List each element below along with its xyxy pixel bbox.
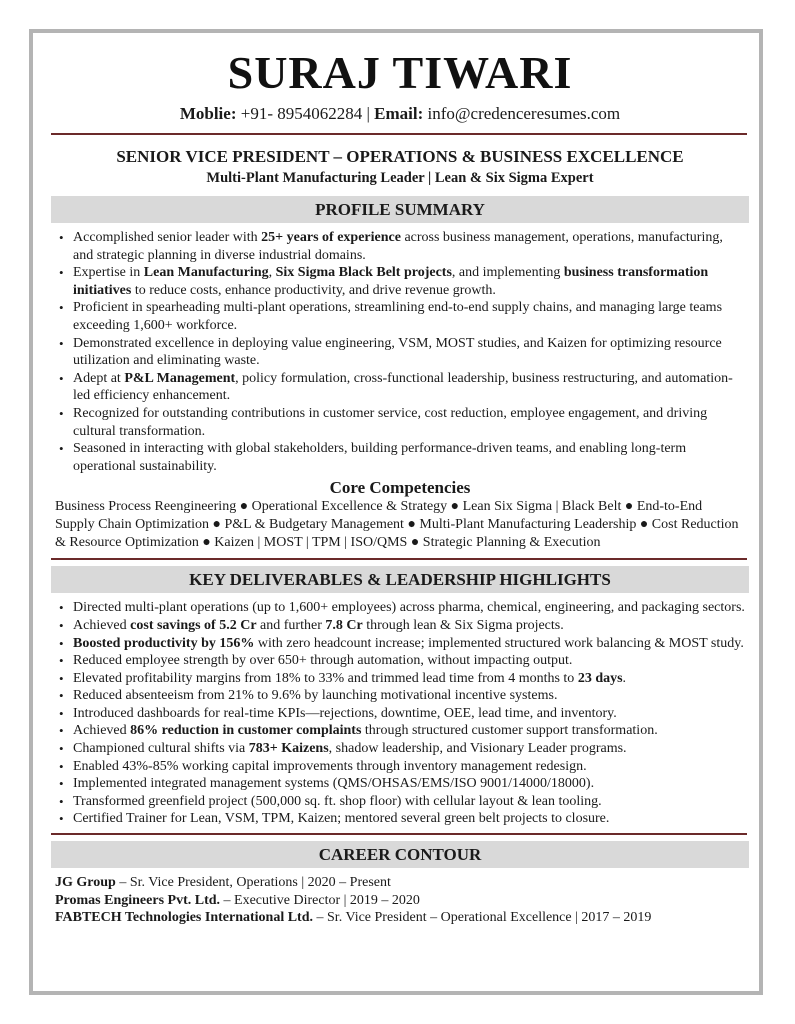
bullet-text: Introduced dashboards for real-time KPIs—rejections, downtime, OEE, lead time, and inventory.: [73, 705, 617, 721]
career-company: JG Group: [55, 875, 116, 891]
bullet-text: , shadow leadership, and Visionary Leader programs.: [328, 741, 627, 757]
divider: [51, 833, 747, 835]
bullet-text: , and implementing: [451, 265, 564, 281]
bullet-item: [55, 299, 745, 334]
resume-page: [29, 29, 763, 995]
bullet-emphasis: 23 days: [577, 670, 623, 686]
email-address: info@credenceresumes.com: [423, 104, 621, 123]
bullet-text: Achieved: [73, 617, 131, 633]
bullet-text: Accomplished senior leader with: [73, 230, 262, 245]
bullet-text: Enabled 43%-85% working capital improvements through inventory management redesign.: [73, 758, 587, 774]
bullet-item: [55, 264, 745, 299]
job-title: SENIOR VICE PRESIDENT – OPERATIONS & BUSINESS EXCELLENCE: [116, 147, 684, 166]
bullet-text: Reduced absenteeism from 21% to 9.6% by launching motivational incentive systems.: [73, 688, 558, 704]
bullet-text: Reduced employee strength by over 650+ through automation, without impacting output.: [73, 653, 573, 669]
job-subtitle: Multi-Plant Manufacturing Leader | Lean & Six Sigma Expert: [206, 170, 594, 186]
candidate-name: SURAJ TIWARI: [227, 47, 573, 98]
contact-line: [55, 103, 745, 125]
bullet-text: through structured customer support transformation.: [361, 723, 658, 739]
bullet-text: across business management, operations, manufacturing, and strategic planning in diverse industrial domains.: [73, 230, 723, 263]
bullet-text: Expertise in: [73, 265, 144, 281]
career-contour-heading: CAREER CONTOUR: [51, 841, 749, 868]
bullet-item: [55, 758, 745, 776]
career-company: FABTECH Technologies International Ltd.: [55, 910, 314, 926]
bullet-item: [55, 652, 745, 670]
bullet-item: [55, 599, 745, 617]
bullet-emphasis: business transformation initiatives: [73, 265, 709, 298]
core-competencies-text: Business Process Reengineering ● Operational Excellence & Strategy ● Lean Six Sigma | Black Belt ● End-to-End Supply Chain Optimization ● P&L & Budgetary Management ● Multi-Plant Manufacturing Leadership ● Cost Reduction & Resource Optimization ● Kaizen | MOST | TPM | ISO/QMS ● Strategic Planning & Execution: [55, 499, 739, 551]
bullet-emphasis: cost savings of 5.2 Cr: [130, 617, 257, 633]
bullet-item: [55, 229, 745, 264]
bullet-text: Transformed greenfield project (500,000 sq. ft. shop floor) with cellular layout & lean tooling.: [73, 793, 602, 809]
email-label: Email:: [374, 104, 424, 123]
career-row: [55, 909, 745, 927]
profile-summary-list: [55, 229, 745, 475]
bullet-item: [55, 810, 745, 828]
career-company: Promas Engineers Pvt. Ltd.: [55, 892, 221, 908]
mobile-label: Moblie:: [179, 104, 237, 123]
bullet-emphasis: P&L Management: [124, 370, 236, 386]
bullet-emphasis: Six Sigma Black Belt projects: [275, 265, 452, 281]
career-detail: – Executive Director | 2019 – 2020: [220, 892, 420, 908]
bullet-text: Implemented integrated management systems (QMS/OHSAS/EMS/ISO 9001/14000/18000).: [73, 776, 595, 792]
bullet-emphasis: 7.8 Cr: [325, 617, 363, 633]
core-competencies-heading: Core Competencies: [329, 478, 471, 498]
bullet-item: [55, 670, 745, 688]
bullet-emphasis: 86% reduction in customer complaints: [130, 723, 362, 739]
bullet-item: [55, 440, 745, 475]
bullet-text: , policy formulation, cross-functional leadership, business restructuring, and automation-led efficiency enhancement.: [73, 370, 733, 404]
bullet-emphasis: Boosted productivity by 156%: [73, 635, 255, 651]
bullet-item: [55, 370, 745, 405]
bullet-text: Championed cultural shifts via: [73, 741, 249, 757]
bullet-item: [55, 722, 745, 740]
divider: [51, 558, 747, 560]
bullet-item: [55, 775, 745, 793]
bullet-text: Adept at: [73, 370, 125, 386]
bullet-item: [55, 635, 745, 653]
career-row: [55, 892, 745, 910]
bullet-emphasis: 783+ Kaizens: [248, 741, 329, 757]
bullet-emphasis: Lean Manufacturing: [143, 265, 269, 281]
divider: [51, 133, 747, 135]
bullet-item: [55, 405, 745, 440]
bullet-text: Recognized for outstanding contributions in customer service, cost reduction, employee engagement, and driving cultural transformation.: [73, 405, 708, 439]
bullet-text: Proficient in spearheading multi-plant operations, streamlining end-to-end supply chains, and managing large teams exceeding 1,600+ workforce.: [73, 300, 723, 333]
career-contour-list: [55, 874, 745, 927]
career-detail: – Sr. Vice President, Operations | 2020 – Present: [115, 875, 391, 891]
bullet-text: Directed multi-plant operations (up to 1,600+ employees) across pharma, chemical, engineering, and packaging sectors.: [73, 600, 745, 616]
key-deliverables-heading: KEY DELIVERABLES & LEADERSHIP HIGHLIGHTS: [51, 566, 749, 593]
career-detail: – Sr. Vice President – Operational Excellence | 2017 – 2019: [313, 910, 652, 926]
bullet-text: ,: [268, 265, 276, 281]
bullet-emphasis: 25+ years of experience: [261, 230, 401, 245]
bullet-text: Demonstrated excellence in deploying value engineering, VSM, MOST studies, and Kaizen for optimizing resource utilization and eliminating waste.: [73, 335, 722, 369]
contact-separator: |: [362, 104, 375, 123]
bullet-item: [55, 705, 745, 723]
bullet-text: and further: [256, 617, 326, 633]
bullet-item: [55, 335, 745, 370]
bullet-text: with zero headcount increase; implemented structured work balancing & MOST study.: [254, 635, 744, 651]
bullet-text: Elevated profitability margins from 18% to 33% and trimmed lead time from 4 months to: [73, 670, 578, 686]
mobile-number: +91- 8954062284: [236, 104, 363, 123]
bullet-item: [55, 617, 745, 635]
key-deliverables-list: [55, 599, 745, 828]
bullet-text: through lean & Six Sigma projects.: [362, 617, 564, 633]
profile-summary-heading: PROFILE SUMMARY: [51, 196, 749, 223]
career-row: [55, 874, 745, 892]
bullet-item: [55, 687, 745, 705]
bullet-text: .: [622, 670, 627, 686]
bullet-item: [55, 793, 745, 811]
bullet-text: Achieved: [73, 723, 131, 739]
bullet-text: Certified Trainer for Lean, VSM, TPM, Kaizen; mentored several green belt projects to closure.: [73, 811, 610, 827]
bullet-item: [55, 740, 745, 758]
bullet-text: Seasoned in interacting with global stakeholders, building performance-driven teams, and enabling long-term operational sustainability.: [73, 441, 687, 474]
bullet-text: to reduce costs, enhance productivity, and drive revenue growth.: [131, 282, 496, 298]
